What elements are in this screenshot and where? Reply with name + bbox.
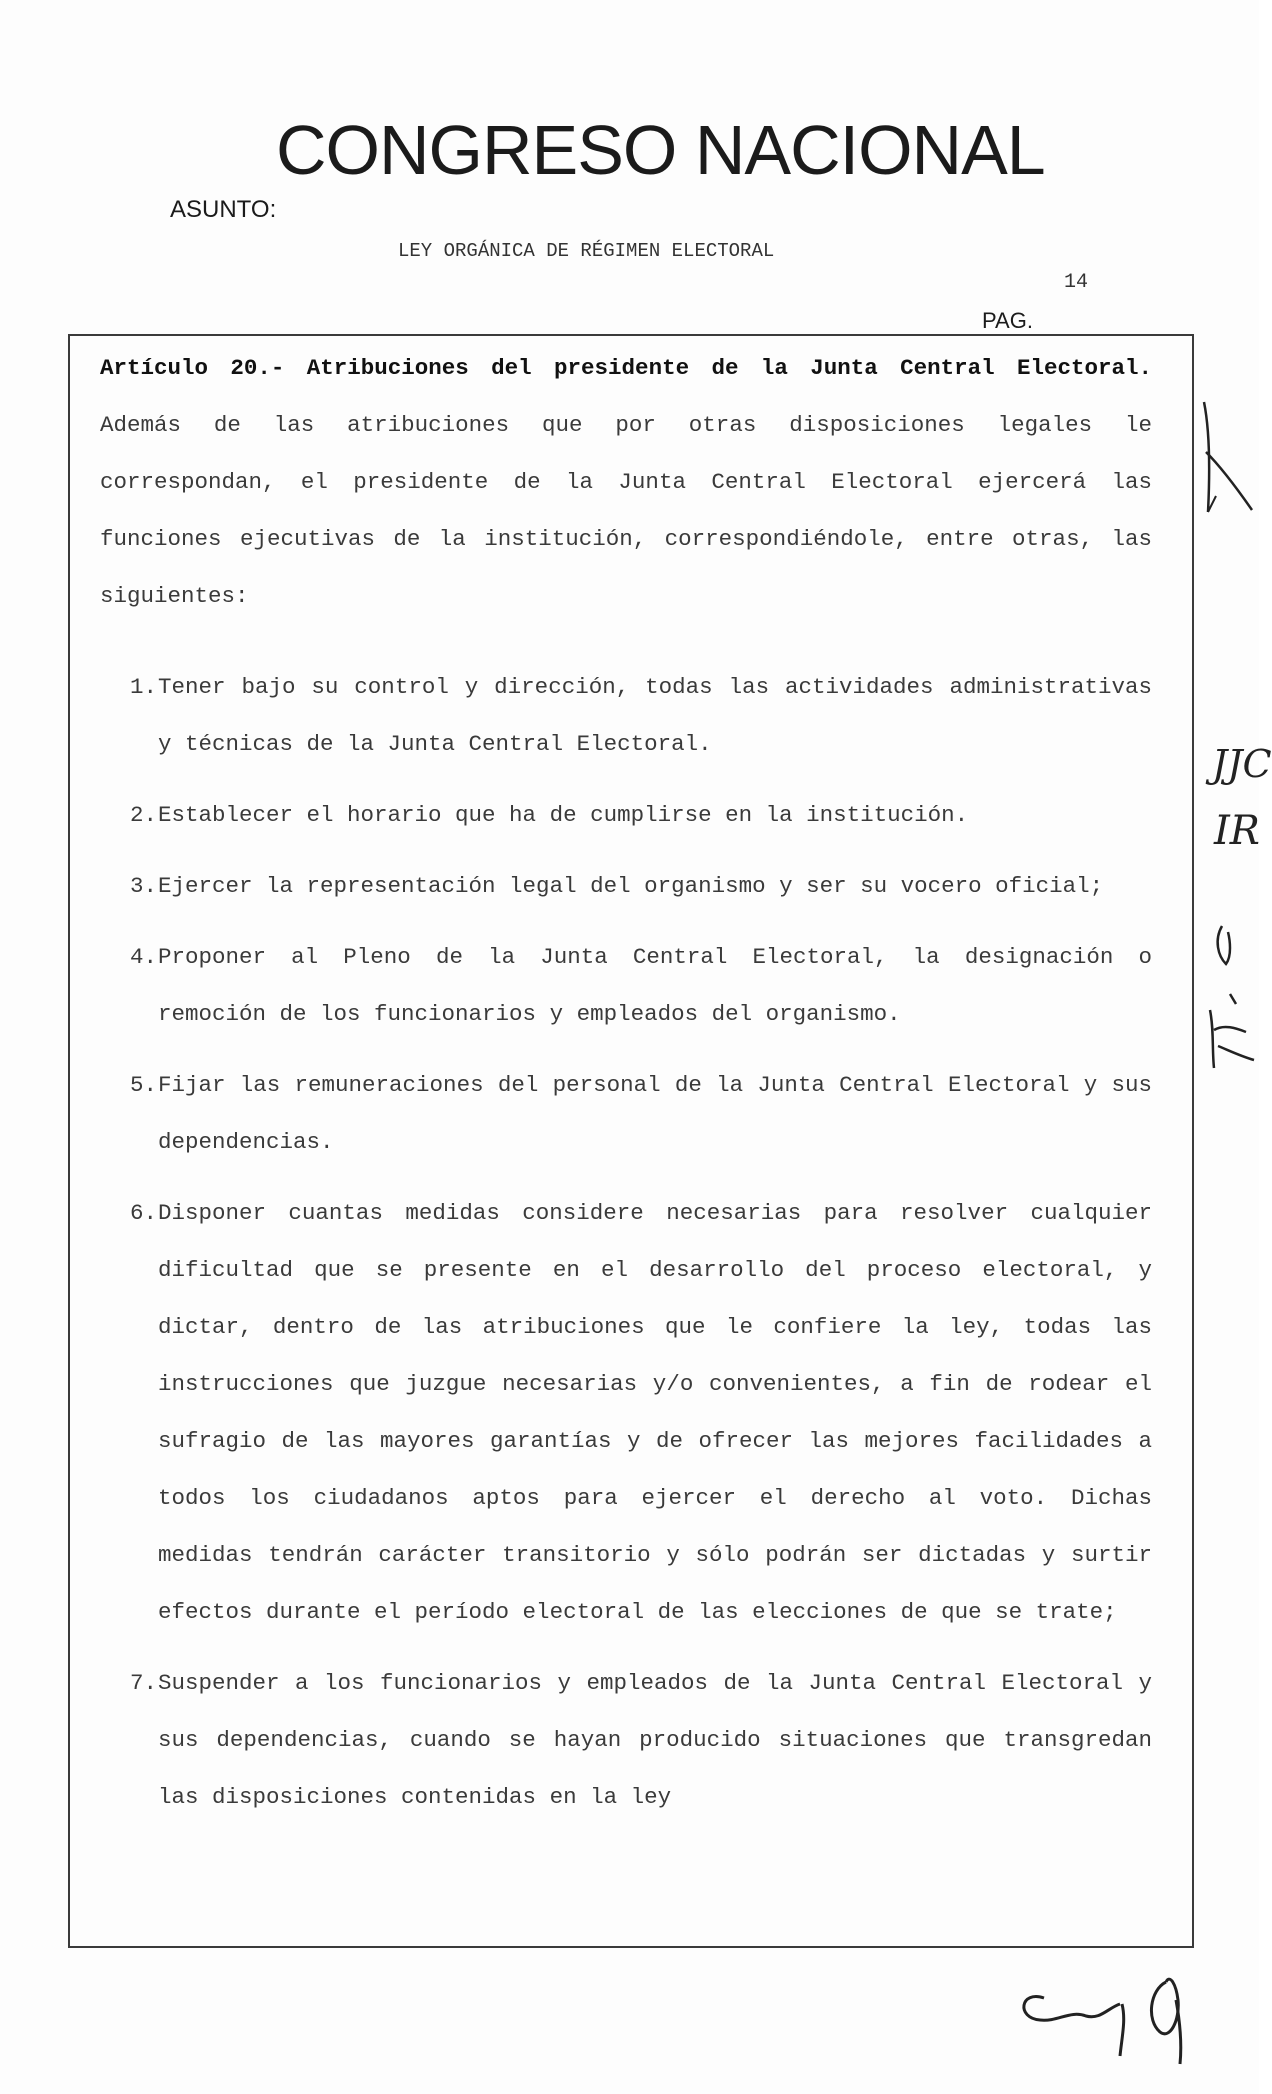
item-text: Establecer el horario que ha de cumplirse en la institución. <box>158 802 969 828</box>
item-text: Suspender a los funcionarios y empleados de la Junta Central Electoral y sus dependencias, cuando se hayan producido situaciones que transgredan las disposiciones contenidas en la ley <box>158 1670 1152 1810</box>
item-text: Disponer cuantas medidas considere necesarias para resolver cualquier dificultad que se presente en el desarrollo del proceso electoral, y dictar, dentro de las atribuciones que le confiere la ley, todas las instrucciones que juzgue necesarias y/o convenientes, a fin de rodear el sufragio de las mayores garantías y de ofrecer las mejores facilidades a todos los ciudadanos aptos para ejercer el derecho al voto. Dichas medidas tendrán carácter transitorio y sólo podrán ser dictadas y surtir efectos durante el período electoral de las elecciones de que se trate; <box>158 1200 1152 1625</box>
item-number: 7. <box>130 1670 158 1696</box>
page-title: CONGRESO NACIONAL <box>276 111 1045 189</box>
list-item <box>100 929 1152 1043</box>
article-intro <box>100 340 1152 625</box>
item-number: 6. <box>130 1200 158 1226</box>
subject-line: LEY ORGÁNICA DE RÉGIMEN ELECTORAL <box>398 240 775 262</box>
margin-initials-ir: IR <box>1214 808 1260 854</box>
item-number: 1. <box>130 674 158 700</box>
item-text: Fijar las remuneraciones del personal de la Junta Central Electoral y sus dependencias. <box>158 1072 1152 1155</box>
item-number: 3. <box>130 873 158 899</box>
list-item <box>100 1185 1152 1641</box>
list-item <box>100 858 1152 915</box>
list-item <box>100 1057 1152 1171</box>
item-text: Ejercer la representación legal del organismo y ser su vocero oficial; <box>158 873 1104 899</box>
margin-signature <box>1200 920 1256 1080</box>
margin-initials-jjc: JJC <box>1212 742 1272 786</box>
article-body <box>100 340 1152 1840</box>
list-item <box>100 1655 1152 1826</box>
attributions-list <box>100 659 1152 1826</box>
article-heading: Artículo 20.- Atribuciones del presidente de la Junta Central Electoral. <box>100 355 1152 381</box>
item-text: Tener bajo su control y dirección, todas las actividades administrativas y técnicas de la Junta Central Electoral. <box>158 674 1152 757</box>
article-intro-text: Además de las atribuciones que por otras disposiciones legales le correspondan, el presidente de la Junta Central Electoral ejercerá las funciones ejecutivas de la institución, correspondiéndole, entre otras, las siguientes: <box>100 412 1152 609</box>
item-number: 2. <box>130 802 158 828</box>
list-item <box>100 787 1152 844</box>
item-number: 4. <box>130 944 158 970</box>
list-item <box>100 659 1152 773</box>
margin-check-signature <box>1196 392 1256 522</box>
asunto-label: ASUNTO: <box>170 196 277 223</box>
item-text: Proponer al Pleno de la Junta Central Electoral, la designación o remoción de los funcionarios y empleados del organismo. <box>158 944 1152 1027</box>
page-label: PAG. <box>982 308 1033 333</box>
item-number: 5. <box>130 1072 158 1098</box>
bottom-signature <box>1010 1960 1230 2070</box>
page-number: 14 <box>1064 271 1089 294</box>
